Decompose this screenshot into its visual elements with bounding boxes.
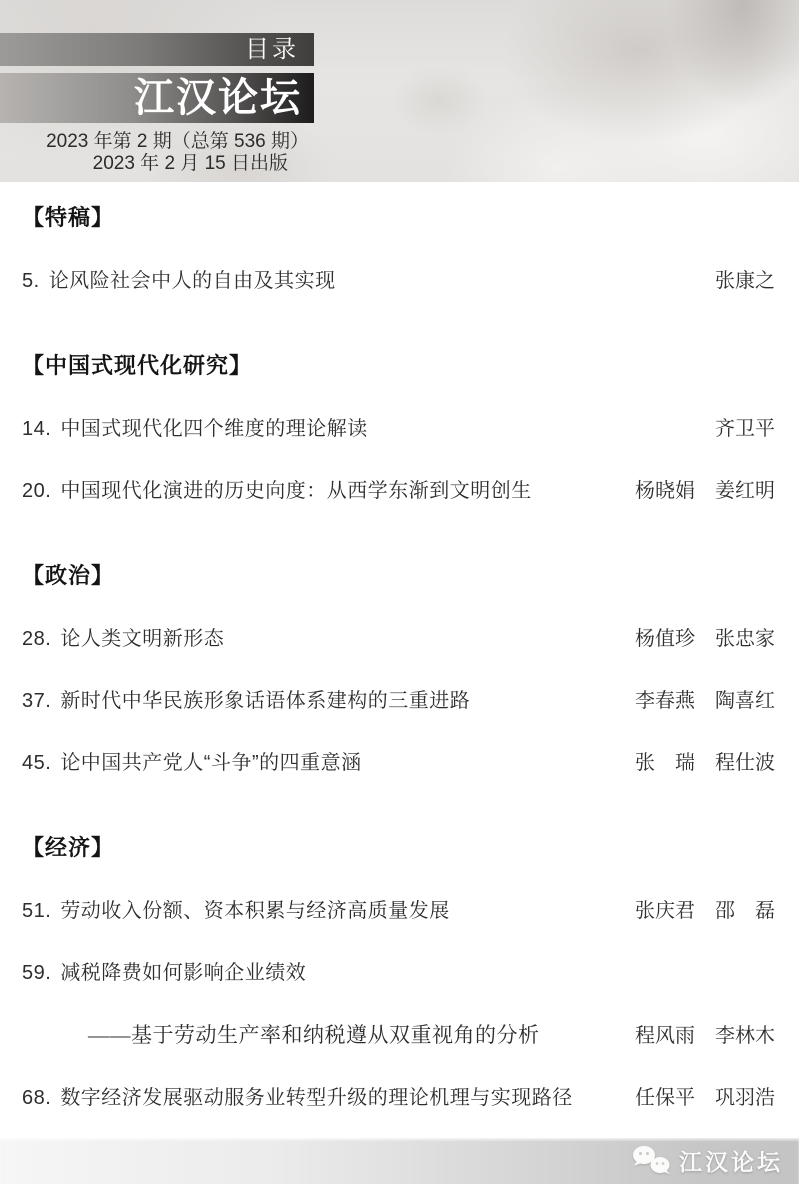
journal-title-banner [0,73,314,123]
article-authors: 任保平 巩羽浩 [635,1087,775,1109]
issue-info [0,131,314,175]
publish-date: 2023 年 2 月 15 日出版 [92,153,288,174]
page-number: 28. [22,628,52,650]
article-authors: 张庆君 邵 磊 [635,900,775,922]
page-number: 14. [22,418,52,440]
watermark-text: 江汉论坛 [679,1149,783,1175]
article-title-cell [22,689,470,713]
article-authors: 李春燕 陶喜红 [635,690,775,712]
toc-item [22,1023,775,1048]
article-authors: 杨值珍 张忠家 [635,628,775,650]
footer-band [0,1138,799,1184]
article-title-cell [22,751,362,775]
watermark [632,1144,783,1177]
article-title: 论人类文明新形态 [60,628,225,650]
toc-item [22,479,775,503]
page-number: 20. [22,480,52,502]
wechat-icon [632,1145,672,1177]
article-title-cell [22,1086,573,1110]
toc-item [22,1086,775,1110]
article-title-cell [22,627,224,651]
page-number: 5. [22,270,40,292]
article-title: 论风险社会中人的自由及其实现 [48,270,336,292]
article-authors: 张康之 [715,270,775,292]
article-title-cell [88,1023,540,1047]
toc-banner [0,33,314,66]
toc-label: 目录 [245,36,299,63]
toc-section [22,835,775,1110]
section-heading: 【中国式现代化研究】 [22,353,253,378]
article-title: 中国式现代化四个维度的理论解读 [60,418,368,440]
toc-section [22,353,775,503]
article-title: 新时代中华民族形象话语体系建构的三重进路 [60,690,471,712]
issue-number: 2023 年第 2 期（总第 536 期） [46,131,309,152]
article-title: 减税降费如何影响企业绩效 [60,962,307,984]
article-title-cell [22,417,368,441]
journal-masthead [0,0,799,182]
section-heading: 【政治】 [22,563,115,588]
article-title-cell [22,961,306,985]
journal-title: 江汉论坛 [134,76,302,120]
article-title: 中国现代化演进的历史向度：从西学东渐到文明创生 [60,480,532,502]
toc-item [22,627,775,651]
toc-item [22,961,775,985]
article-title: 论中国共产党人“斗争”的四重意涵 [60,752,362,774]
article-authors: 齐卫平 [715,418,775,440]
page-number: 59. [22,962,52,984]
page-number: 37. [22,690,52,712]
page-number: 68. [22,1087,52,1109]
article-authors: 程风雨 李林木 [635,1025,775,1047]
toc-list [0,205,799,1110]
toc-section [22,563,775,775]
section-heading: 【特稿】 [22,205,115,230]
section-heading: 【经济】 [22,835,115,860]
article-title-cell [22,479,532,503]
toc-section [22,205,775,293]
toc-item [22,751,775,775]
toc-item [22,689,775,713]
article-title: 劳动收入份额、资本积累与经济高质量发展 [60,900,450,922]
page-number: 45. [22,752,52,774]
toc-item [22,269,775,293]
article-authors: 杨晓娟 姜红明 [635,480,775,502]
article-title-cell [22,269,336,293]
toc-item [22,899,775,923]
article-title: ——基于劳动生产率和纳税遵从双重视角的分析 [88,1023,540,1047]
toc-item [22,417,775,441]
article-title: 数字经济发展驱动服务业转型升级的理论机理与实现路径 [60,1087,573,1109]
article-title-cell [22,899,450,923]
article-authors: 张 瑞 程仕波 [635,752,775,774]
page-number: 51. [22,900,52,922]
